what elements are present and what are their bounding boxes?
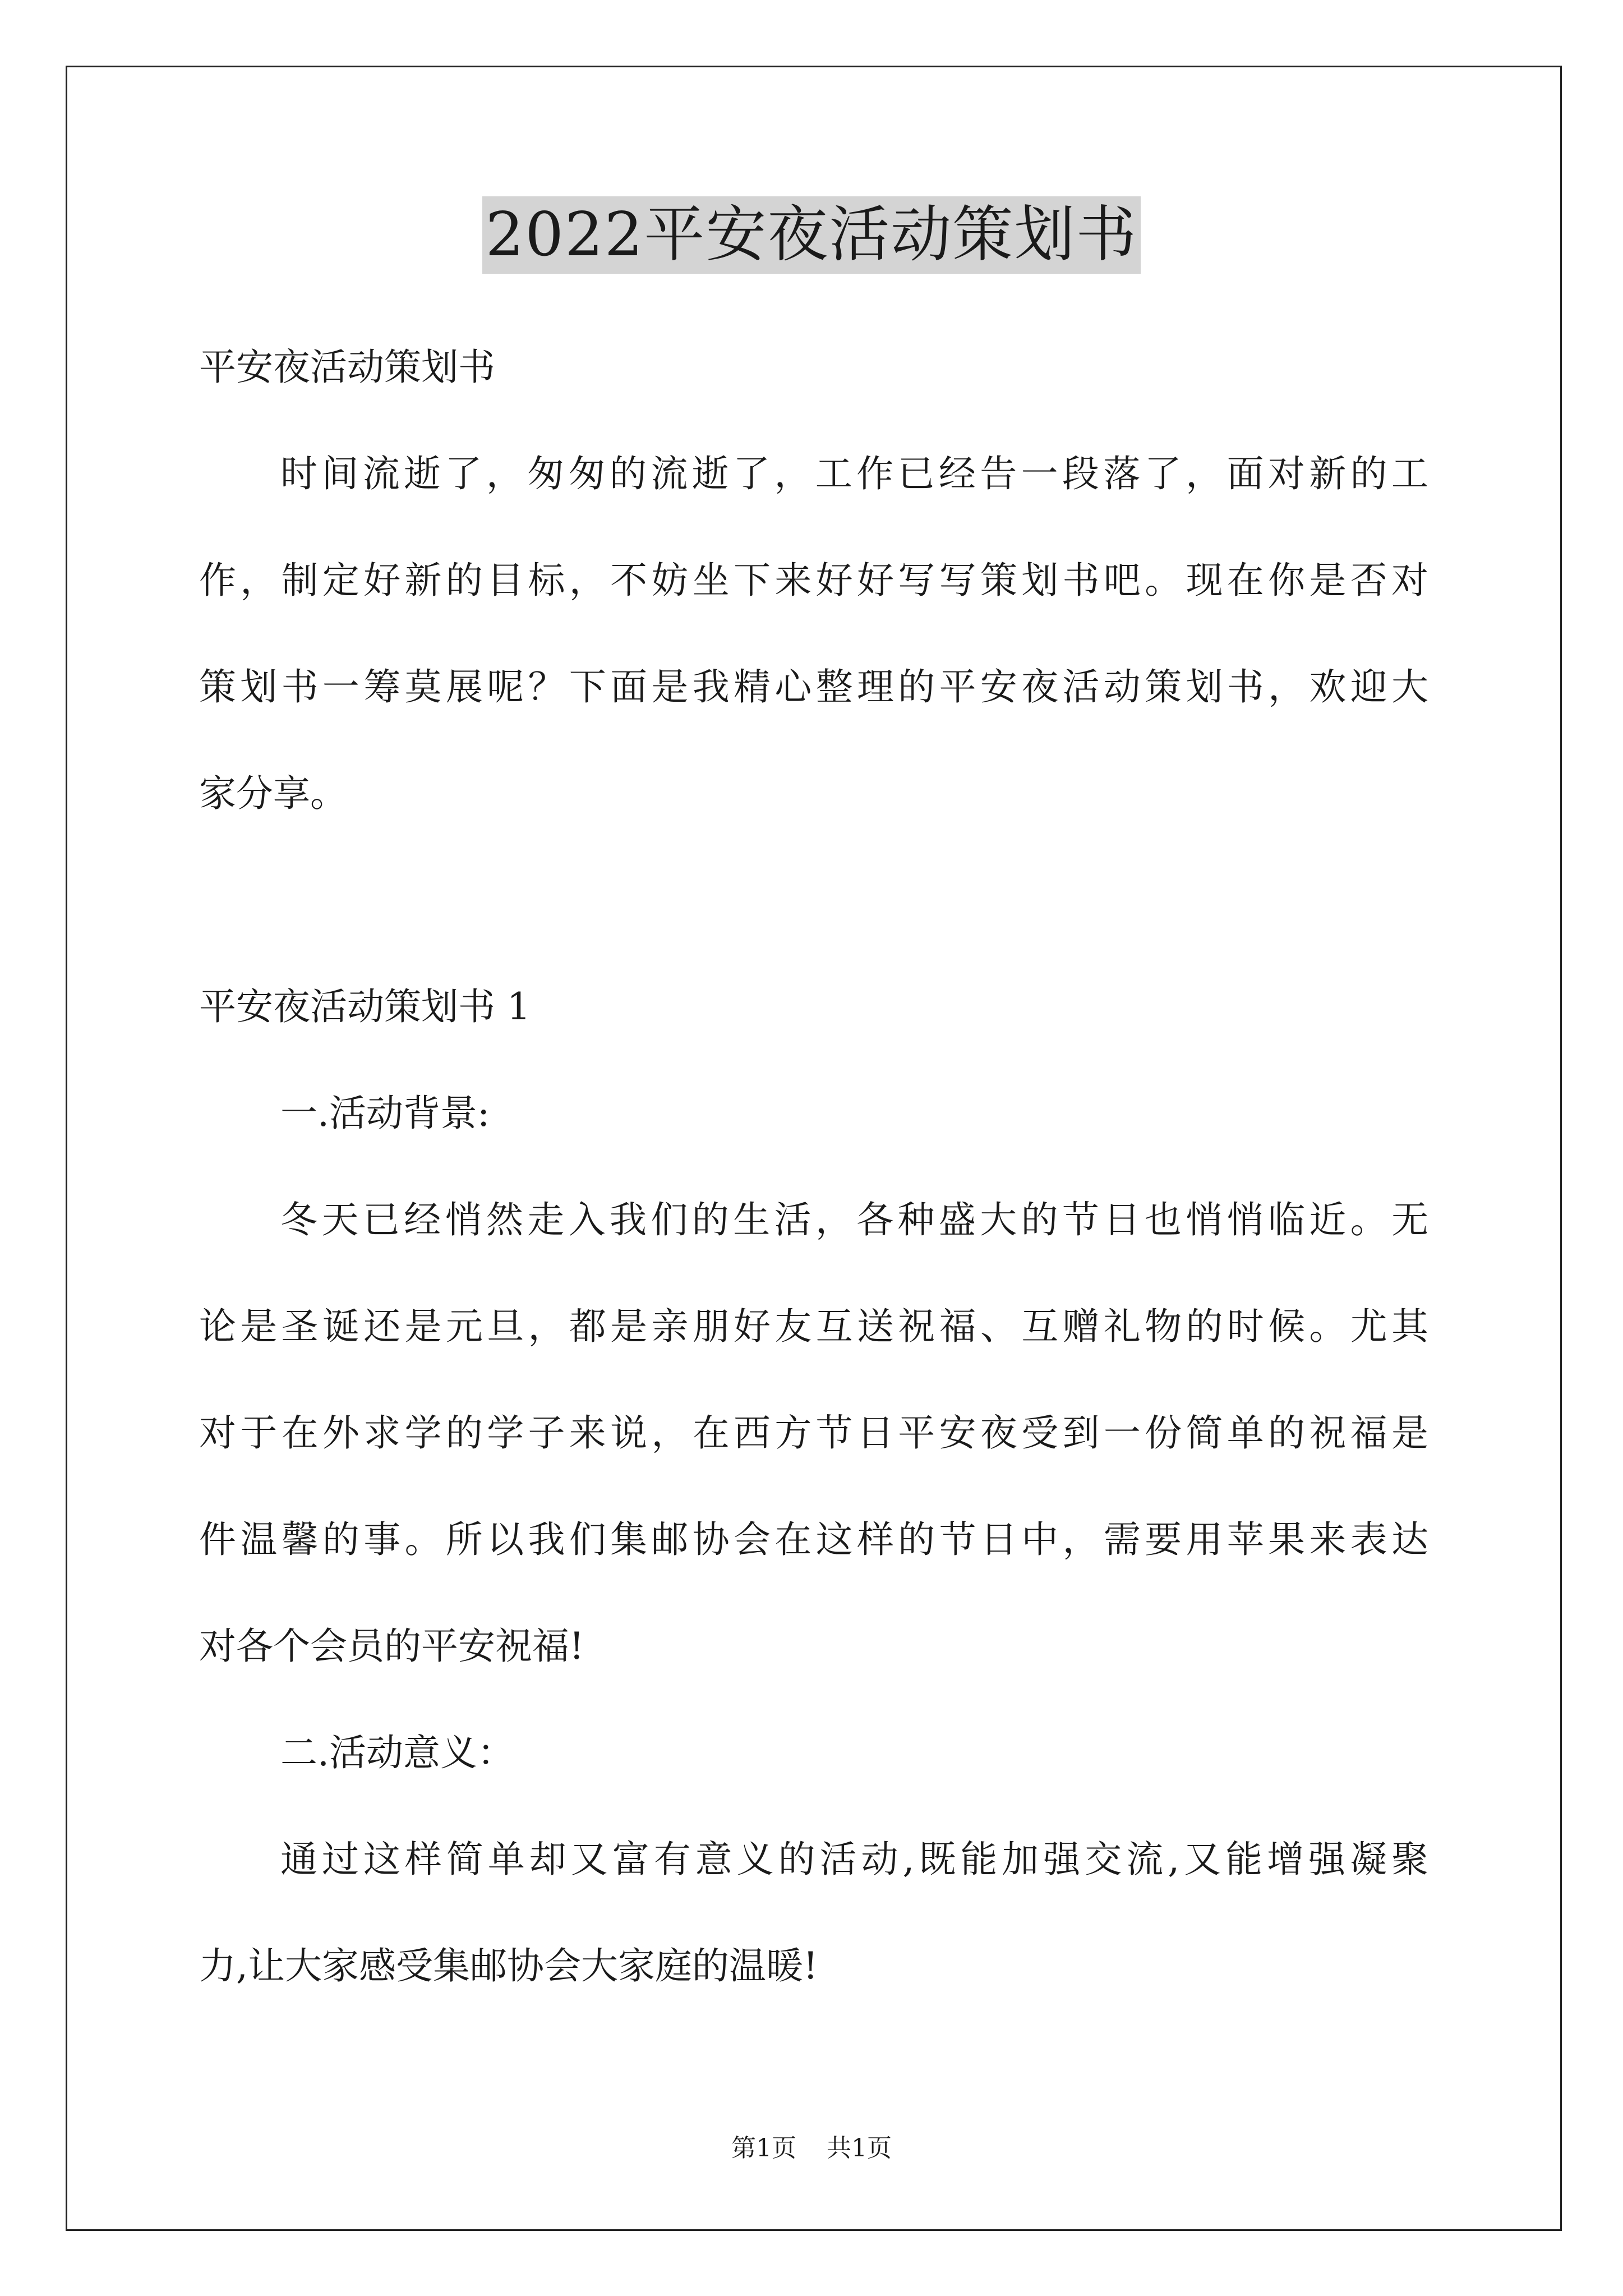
background-line: 对于在外求学的学子来说，在西方节日平安夜受到一份简单的祝福是 [199,1411,1428,1455]
heading-background: 一.活动背景: [280,1092,490,1135]
heading-meaning: 二.活动意义： [280,1731,514,1774]
page-number-total: 共1页 [827,2134,892,2162]
title-container [0,196,1623,274]
intro-line: 作，制定好新的目标，不妨坐下来好好写写策划书吧。现在你是否对 [199,559,1428,602]
intro-line: 策划书一筹莫展呢？下面是我精心整理的平安夜活动策划书，欢迎大 [199,665,1428,708]
page-number-current: 第1页 [731,2134,796,2162]
meaning-line: 力,让大家感受集邮协会大家庭的温暖! [199,1944,818,1987]
background-line: 对各个会员的平安祝福! [199,1625,584,1668]
document-subtitle: 平安夜活动策划书 [199,346,495,389]
background-line: 论是圣诞还是元旦，都是亲朋好友互送祝福、互赠礼物的时候。尤其 [199,1305,1428,1348]
document-title: 2022平安夜活动策划书 [482,196,1141,274]
intro-line: 时间流逝了，匆匆的流逝了，工作已经告一段落了，面对新的工 [280,452,1428,495]
intro-line: 家分享。 [199,772,347,815]
background-line: 件温馨的事。所以我们集邮协会在这样的节日中，需要用苹果来表达 [199,1518,1428,1561]
section-title: 平安夜活动策划书 1 [199,985,531,1028]
meaning-line: 通过这样简单却又富有意义的活动,既能加强交流,又能增强凝聚 [280,1838,1428,1881]
spacer [199,847,1428,954]
document-body [199,314,1428,2019]
page-footer [0,2132,1623,2165]
background-line: 冬天已经悄然走入我们的生活，各种盛大的节日也悄悄临近。无 [280,1198,1428,1241]
